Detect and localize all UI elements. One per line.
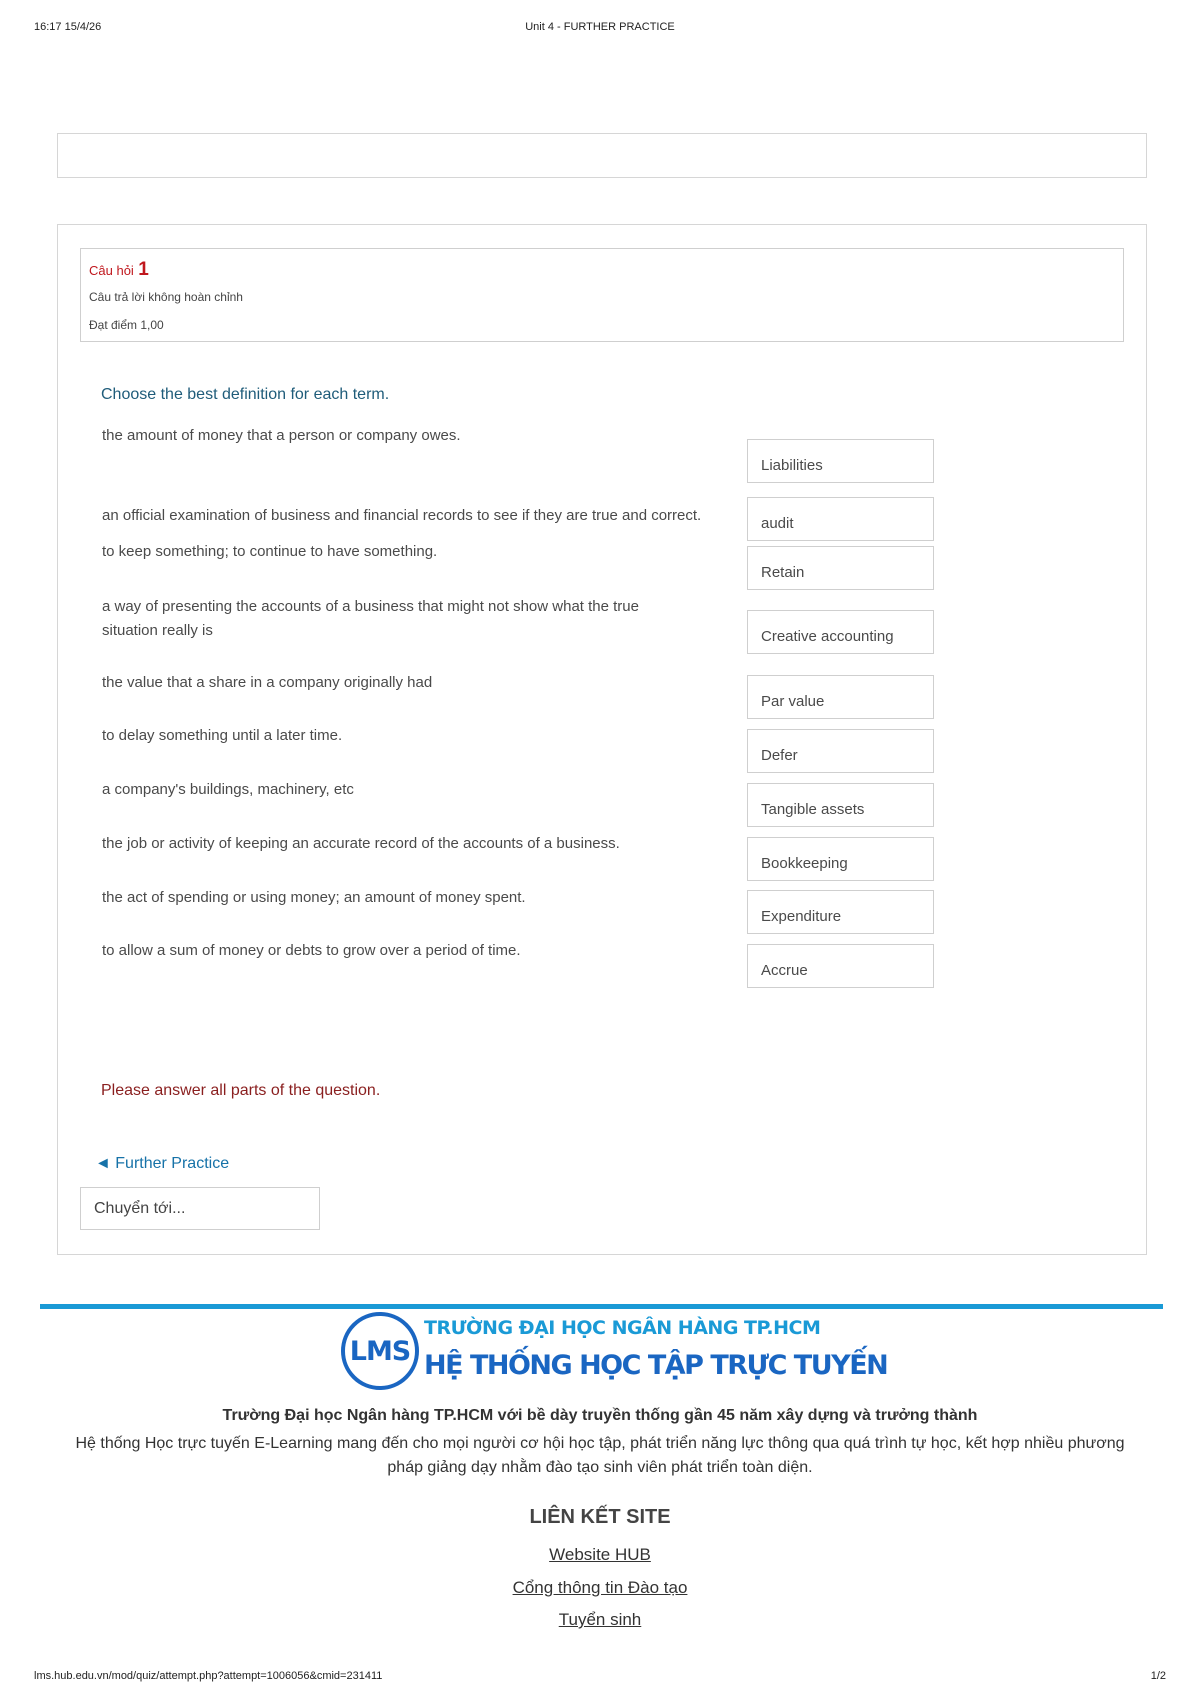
print-footer	[34, 1670, 1166, 1686]
print-page-title: Unit 4 - FURTHER PRACTICE	[525, 21, 675, 33]
definition-text: the job or activity of keeping an accurate record of the accounts of a business.	[102, 835, 620, 852]
question-state: Câu trả lời không hoàn chỉnh	[89, 290, 243, 304]
lms-logo-mark	[341, 1312, 419, 1390]
site-link-website-hub	[0, 1545, 1200, 1565]
answer-select[interactable]: Defer	[747, 729, 934, 773]
question-info	[80, 248, 1124, 342]
definition-text: to allow a sum of money or debts to grow over a period of time.	[102, 942, 521, 959]
definition-text: an official examination of business and financial records to see if they are true and correct.	[102, 507, 702, 524]
print-datetime: 16:17 15/4/26	[34, 21, 102, 33]
print-url: lms.hub.edu.vn/mod/quiz/attempt.php?attempt=1006056&cmid=231411	[34, 1670, 383, 1682]
answer-select[interactable]: Creative accounting	[747, 610, 934, 654]
training-portal-link[interactable]: Cổng thông tin Đào tạo	[512, 1578, 688, 1597]
admissions-link[interactable]: Tuyển sinh	[558, 1610, 642, 1629]
answer-select[interactable]: Bookkeeping	[747, 837, 934, 881]
website-hub-link[interactable]: Website HUB	[549, 1545, 651, 1564]
answer-select[interactable]: Retain	[747, 546, 934, 590]
question-container	[57, 224, 1147, 1255]
answer-select[interactable]: Tangible assets	[747, 783, 934, 827]
logo-system-name: HỆ THỐNG HỌC TẬP TRỰC TUYẾN	[424, 1350, 888, 1381]
footer-title: Trường Đại học Ngân hàng TP.HCM với bề dày truyền thống gần 45 năm xây dựng và trưởng thành	[222, 1407, 978, 1424]
site-link-admissions	[0, 1610, 1200, 1630]
validation-error: Please answer all parts of the question.	[101, 1082, 381, 1099]
site-links-heading: LIÊN KẾT SITE	[529, 1506, 671, 1528]
definition-text: to delay something until a later time.	[102, 727, 343, 744]
question-grade: Đạt điểm 1,00	[89, 318, 164, 332]
site-link-training-portal	[0, 1578, 1200, 1598]
lms-logo	[341, 1312, 888, 1394]
empty-panel	[57, 133, 1147, 178]
definition-text: the act of spending or using money; an amount of money spent.	[102, 889, 526, 906]
question-number-value: 1	[138, 259, 149, 280]
question-number-label: Câu hỏi	[89, 263, 134, 278]
question-prompt: Choose the best definition for each term.	[101, 386, 390, 403]
footer-divider	[40, 1304, 1163, 1309]
print-page-number: 1/2	[1150, 1670, 1166, 1682]
footer-description: Hệ thống Học trực tuyến E-Learning mang đến cho mọi người cơ hội học tập, phát triển năng lực thông qua quá trình tự học, kết hợp nhiều phương pháp giảng dạy nhằm đào tạo sinh viên phát triển toàn diện.	[75, 1435, 1125, 1476]
definition-text: to keep something; to continue to have something.	[102, 543, 438, 560]
print-header	[34, 21, 1166, 37]
answer-select[interactable]: Expenditure	[747, 890, 934, 934]
previous-activity-link[interactable]: ◄ Further Practice	[95, 1155, 230, 1172]
answer-select[interactable]: Liabilities	[747, 439, 934, 483]
definition-text: a company's buildings, machinery, etc	[102, 781, 354, 798]
answer-select[interactable]: Accrue	[747, 944, 934, 988]
definition-text: the amount of money that a person or company owes.	[102, 427, 461, 444]
lms-logo-mark-text: LMS	[349, 1335, 411, 1367]
answer-select[interactable]: Par value	[747, 675, 934, 719]
question-number	[89, 259, 149, 281]
definition-text: a way of presenting the accounts of a business that might not show what the true situation really is	[102, 598, 639, 639]
definition-text: the value that a share in a company originally had	[102, 674, 433, 691]
answer-select[interactable]: audit	[747, 497, 934, 541]
jump-to-select[interactable]: Chuyển tới...	[80, 1187, 320, 1230]
logo-university-name: TRƯỜNG ĐẠI HỌC NGÂN HÀNG TP.HCM	[424, 1317, 821, 1339]
